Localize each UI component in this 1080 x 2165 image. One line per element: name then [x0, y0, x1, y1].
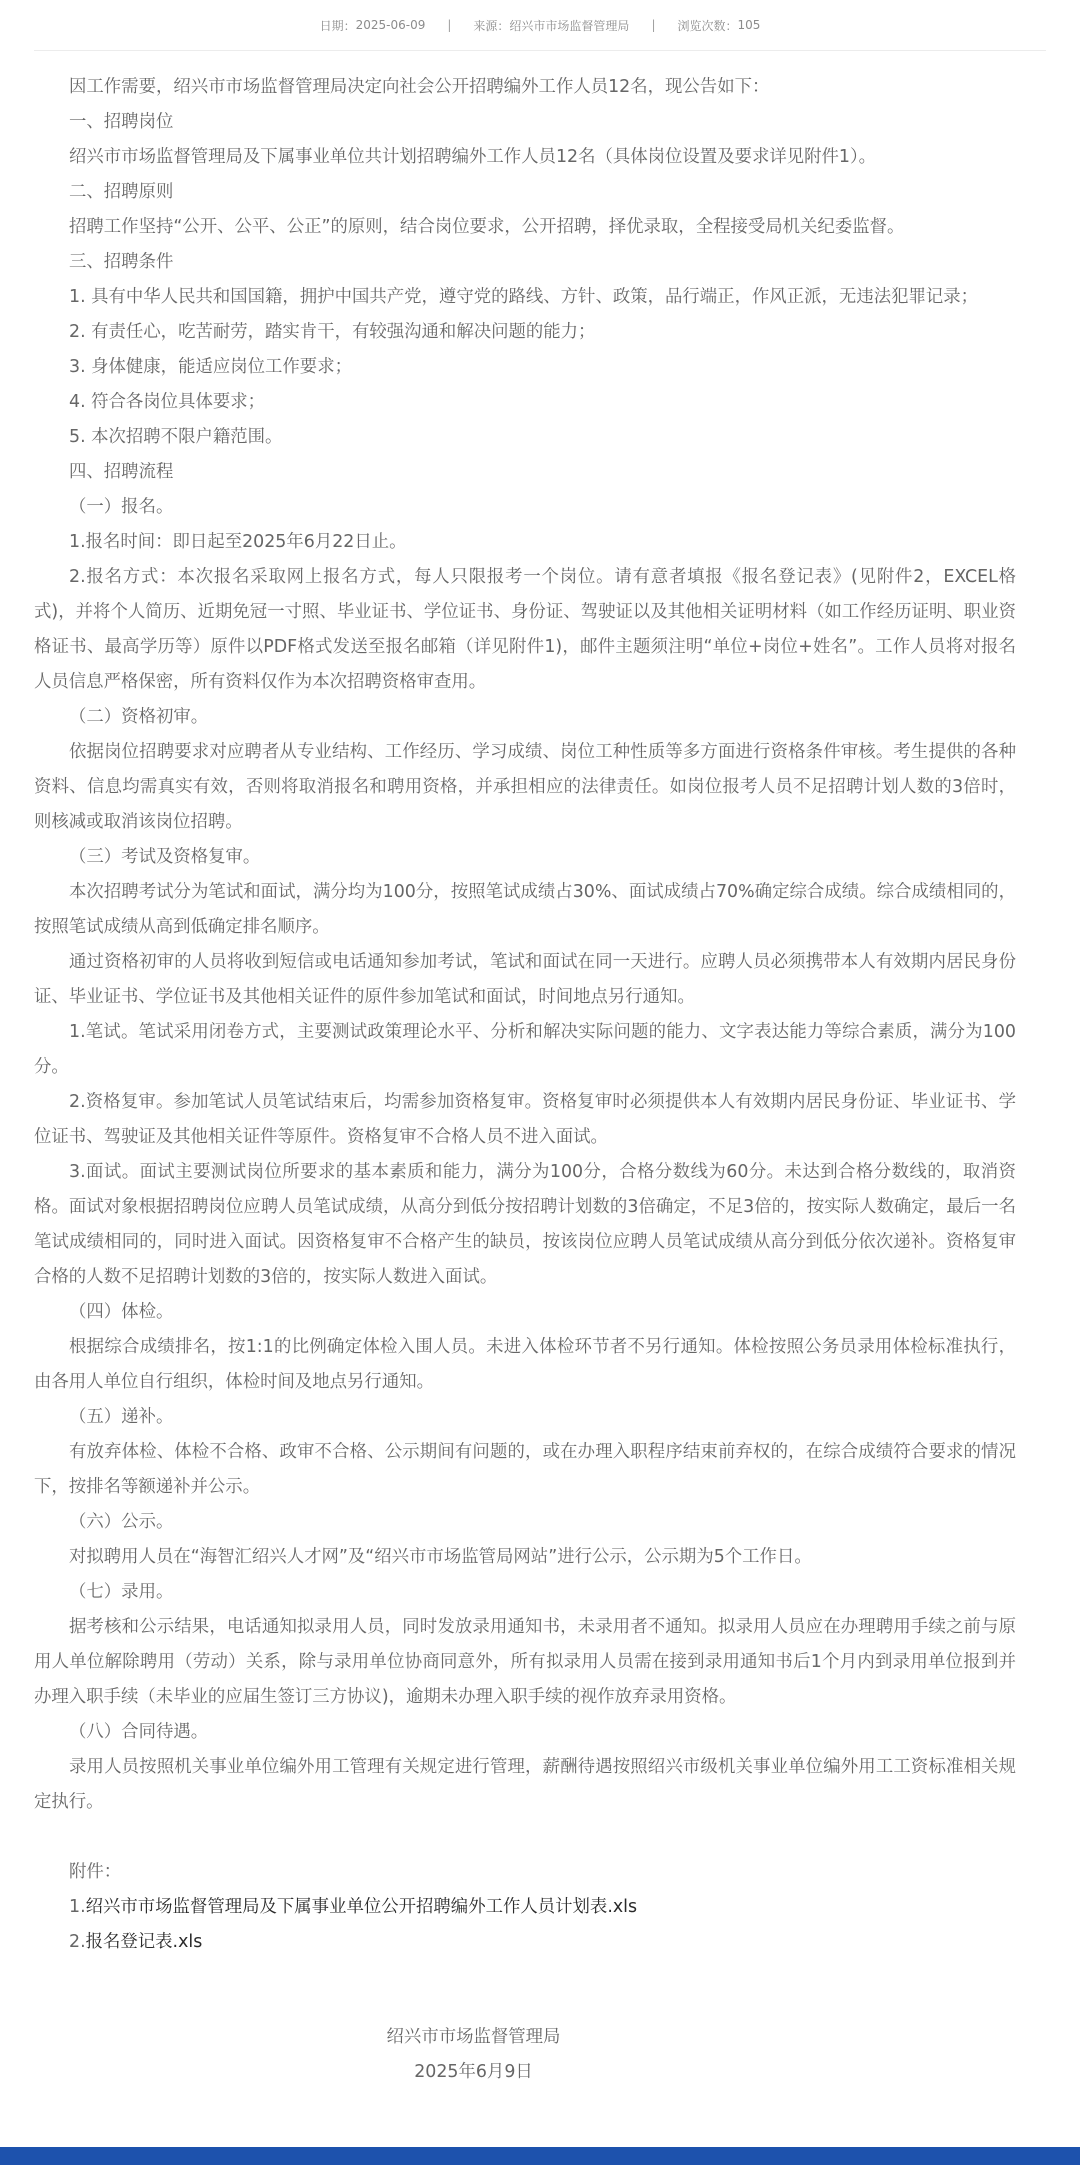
attachment-item — [34, 1890, 1016, 1925]
condition-item: 4. 符合各岗位具体要求； — [69, 392, 266, 412]
attachment-number: 1. — [69, 1897, 86, 1917]
hiring-text: 据考核和公示结果，电话通知拟录用人员，同时发放录用通知书，未录用者不通知。拟录用人员应在办理聘用手续之前与原用人单位解除聘用（劳动）关系，除与录用单位协商同意外，所有拟录用人员需在接到录用通知书后1个月内到录用单位报到并办理入职手续（未毕业的应届生签订三方协议)，逾期未办理入职手续的视作放弃录用资格。 — [34, 1617, 1016, 1707]
exam-scoring-text: 本次招聘考试分为笔试和面试，满分均为100分，按照笔试成绩占30%、面试成绩占70%确定综合成绩。综合成绩相同的，按照笔试成绩从高到低确定排名顺序。 — [34, 882, 1016, 937]
medical-text: 根据综合成绩排名，按1:1的比例确定体检入围人员。未进入体检环节者不另行通知。体检按照公务员录用体检标准执行，由各用人单位自行组织，体检时间及地点另行通知。 — [34, 1337, 1016, 1392]
meta-separator: | — [651, 18, 656, 32]
view-count: 105 — [737, 18, 761, 32]
subheading-hiring: （七）录用。 — [69, 1582, 174, 1602]
interview-text: 3.面试。面试主要测试岗位所要求的基本素质和能力，满分为100分，合格分数线为60分。未达到合格分数线的，取消资格。面试对象根据招聘岗位应聘人员笔试成绩，从高分到低分按招聘计划数的3倍确定，不足3倍的，按实际人数确定，最后一名笔试成绩相同的，同时进入面试。因资格复审不合格产生的缺员，按该岗位应聘人员笔试成绩从高分到低分依次递补。资格复审合格的人数不足招聘计划数的3倍的，按实际人数进入面试。 — [34, 1162, 1016, 1287]
article-meta-bar — [34, 0, 1046, 51]
views-label: 浏览次数： — [677, 18, 738, 33]
publicity-text: 对拟聘用人员在“海智汇绍兴人才网”及“绍兴市市场监管局网站”进行公示，公示期为5个工作日。 — [69, 1547, 812, 1567]
subheading-replacement: （五）递补。 — [69, 1407, 174, 1427]
section-heading-process: 四、招聘流程 — [69, 462, 174, 482]
source-name: 绍兴市市场监督管理局 — [509, 18, 630, 33]
attachment-link-plan[interactable]: 绍兴市市场监督管理局及下属事业单位公开招聘编外工作人员计划表.xls — [85, 1897, 638, 1917]
signature-org: 绍兴市市场监督管理局 — [386, 2027, 561, 2047]
intro-paragraph: 因工作需要，绍兴市市场监督管理局决定向社会公开招聘编外工作人员12名，现公告如下： — [69, 77, 770, 97]
subheading-exam: （三）考试及资格复审。 — [69, 847, 261, 867]
condition-item: 5. 本次招聘不限户籍范围。 — [69, 427, 283, 447]
subheading-initial-review: （二）资格初审。 — [69, 707, 209, 727]
date-label: 日期： — [319, 18, 356, 33]
section-heading-positions: 一、招聘岗位 — [69, 112, 174, 132]
attachment-number: 2. — [69, 1932, 86, 1952]
written-exam-text: 1.笔试。笔试采用闭卷方式，主要测试政策理论水平、分析和解决实际问题的能力、文字表达能力等综合素质，满分为100分。 — [34, 1022, 1016, 1077]
source-label: 来源： — [473, 18, 510, 33]
signature-date: 2025年6月9日 — [414, 2062, 533, 2082]
signature-block — [0, 2020, 947, 2090]
positions-text: 绍兴市市场监督管理局及下属事业单位共计划招聘编外工作人员12名（具体岗位设置及要求详见附件1）。 — [69, 147, 877, 167]
publish-date: 2025-06-09 — [355, 18, 426, 32]
attachment-item — [34, 1925, 1016, 1960]
attachments-heading: 附件： — [69, 1862, 122, 1882]
section-heading-principles: 二、招聘原则 — [69, 182, 174, 202]
contract-text: 录用人员按照机关事业单位编外用工管理有关规定进行管理，薪酬待遇按照绍兴市级机关事业单位编外用工工资标准相关规定执行。 — [34, 1757, 1016, 1812]
attachment-link-form[interactable]: 报名登记表.xls — [85, 1932, 203, 1952]
qualification-review-text: 2.资格复审。参加笔试人员笔试结束后，均需参加资格复审。资格复审时必须提供本人有效期内居民身份证、毕业证书、学位证书、驾驶证及其他相关证件等原件。资格复审不合格人员不进入面试。 — [34, 1092, 1016, 1147]
condition-item: 2. 有责任心，吃苦耐劳，踏实肯干，有较强沟通和解决问题的能力； — [69, 322, 596, 342]
initial-review-text: 依据岗位招聘要求对应聘者从专业结构、工作经历、学习成绩、岗位工种性质等多方面进行资格条件审核。考生提供的各种资料、信息均需真实有效，否则将取消报名和聘用资格，并承担相应的法律责任。如岗位报考人员不足招聘计划人数的3倍时，则核减或取消该岗位招聘。 — [34, 742, 1016, 832]
meta-separator: | — [447, 18, 452, 32]
section-heading-conditions: 三、招聘条件 — [69, 252, 174, 272]
subheading-contract: （八）合同待遇。 — [69, 1722, 209, 1742]
footer-bar — [0, 2147, 1080, 2165]
subheading-registration: （一）报名。 — [69, 497, 174, 517]
registration-method: 2.报名方式：本次报名采取网上报名方式，每人只限报考一个岗位。请有意者填报《报名登记表》(见附件2，EXCEL格式)，并将个人简历、近期免冠一寸照、毕业证书、学位证书、身份证、驾驶证以及其他相关证明材料（如工作经历证明、职业资格证书、最高学历等）原件以PDF格式发送至报名邮箱（详见附件1)，邮件主题须注明“单位+岗位+姓名”。工作人员将对报名人员信息严格保密，所有资料仅作为本次招聘资格审查用。 — [34, 567, 1016, 692]
exam-notice-text: 通过资格初审的人员将收到短信或电话通知参加考试，笔试和面试在同一天进行。应聘人员必须携带本人有效期内居民身份证、毕业证书、学位证书及其他相关证件的原件参加笔试和面试，时间地点另行通知。 — [34, 952, 1016, 1007]
principles-text: 招聘工作坚持“公开、公平、公正”的原则，结合岗位要求，公开招聘，择优录取，全程接受局机关纪委监督。 — [69, 217, 905, 237]
article-body — [34, 70, 1016, 1960]
registration-time: 1.报名时间：即日起至2025年6月22日止。 — [69, 532, 407, 552]
subheading-publicity: （六）公示。 — [69, 1512, 174, 1532]
condition-item: 3. 身体健康，能适应岗位工作要求； — [69, 357, 352, 377]
replacement-text: 有放弃体检、体检不合格、政审不合格、公示期间有问题的，或在办理入职程序结束前弃权的，在综合成绩符合要求的情况下，按排名等额递补并公示。 — [34, 1442, 1016, 1497]
condition-item: 1. 具有中华人民共和国国籍，拥护中国共产党，遵守党的路线、方针、政策，品行端正，作风正派，无违法犯罪记录； — [69, 287, 979, 307]
subheading-medical: （四）体检。 — [69, 1302, 174, 1322]
